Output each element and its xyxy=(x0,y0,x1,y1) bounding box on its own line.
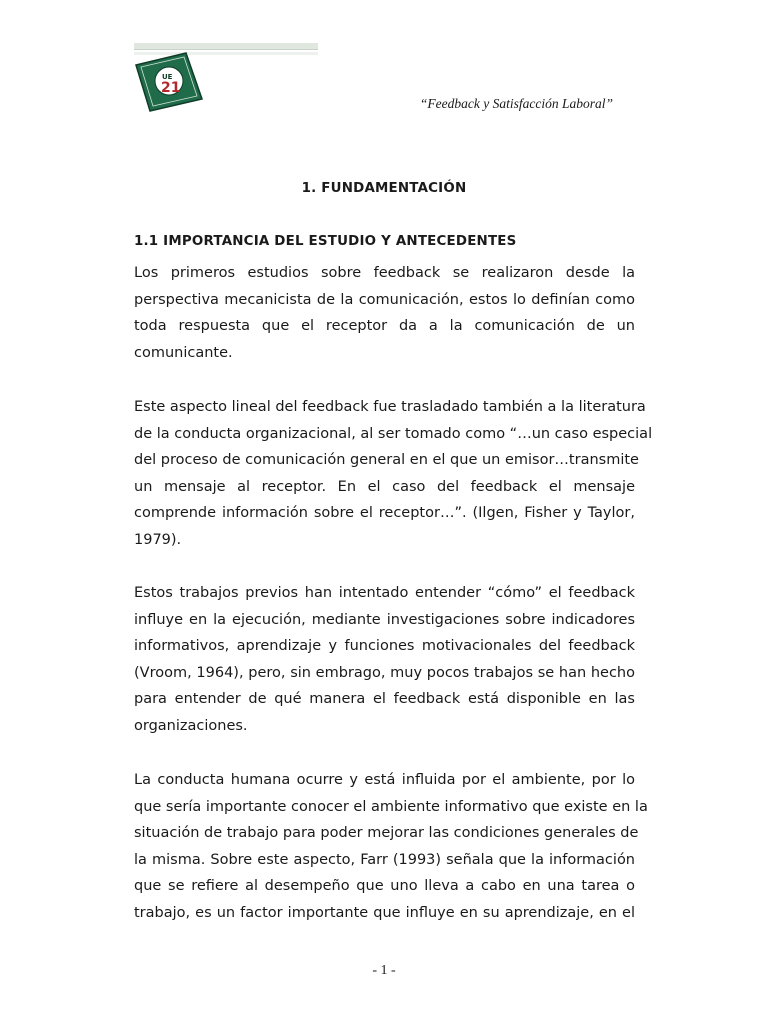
paragraph-line: de la conducta organizacional, al ser tomado como “…un caso especial xyxy=(134,425,653,442)
paragraph-line: perspectiva mecanicista de la comunicación, estos lo definían como xyxy=(134,291,635,308)
paragraph-line: comunicante. xyxy=(134,344,233,361)
svg-text:UE: UE xyxy=(162,73,173,81)
paragraph-line: organizaciones. xyxy=(134,717,248,734)
paragraph-3 xyxy=(134,584,635,744)
paragraph-line: influye en la ejecución, mediante investigaciones sobre indicadores xyxy=(134,611,635,628)
paragraph-2 xyxy=(134,398,653,558)
paragraph-line: un mensaje al receptor. En el caso del feedback el mensaje xyxy=(134,478,635,495)
running-head: “Feedback y Satisfacción Laboral” xyxy=(419,96,613,111)
paragraph-line: para entender de qué manera el feedback está disponible en las xyxy=(134,691,635,708)
paragraph-line: 1979). xyxy=(134,531,182,548)
paragraph-line: trabajo, es un factor importante que influye en su aprendizaje, en el xyxy=(134,904,635,921)
ue21-university-emblem-icon xyxy=(134,51,206,113)
paragraph-line: la misma. Sobre este aspecto, Farr (1993) señala que la información xyxy=(134,851,635,868)
paragraph-line: Los primeros estudios sobre feedback se realizaron desde la xyxy=(134,265,635,281)
page-number: - 1 - xyxy=(372,963,396,978)
chapter-title: 1. FUNDAMENTACIÓN xyxy=(301,181,467,196)
logo-band xyxy=(134,43,318,50)
svg-text:21: 21 xyxy=(161,80,181,96)
paragraph-line: (Vroom, 1964), pero, sin embrago, muy pocos trabajos se han hecho xyxy=(134,664,635,681)
section-title: 1.1 IMPORTANCIA DEL ESTUDIO Y ANTECEDENTES xyxy=(134,234,517,249)
header-logo xyxy=(134,43,320,113)
paragraph-line: que sería importante conocer el ambiente informativo que existe en la xyxy=(134,798,648,815)
paragraph-line: que se refiere al desempeño que uno lleva a cabo en una tarea o xyxy=(134,878,635,895)
paragraph-line: toda respuesta que el receptor da a la comunicación de un xyxy=(134,318,635,335)
paragraph-line: del proceso de comunicación general en el que un emisor…transmite xyxy=(134,452,639,469)
paragraph-line: situación de trabajo para poder mejorar las condiciones generales de xyxy=(134,825,639,842)
paragraph-1 xyxy=(134,264,635,370)
paragraph-line: La conducta humana ocurre y está influida por el ambiente, por lo xyxy=(134,772,635,788)
paragraph-line: comprende información sobre el receptor…”. (Ilgen, Fisher y Taylor, xyxy=(134,505,635,522)
paragraph-4 xyxy=(134,771,648,931)
paragraph-line: informativos, aprendizaje y funciones motivacionales del feedback xyxy=(134,638,635,655)
paragraph-line: Este aspecto lineal del feedback fue trasladado también a la literatura xyxy=(134,399,646,415)
paragraph-line: Estos trabajos previos han intentado entender “cómo” el feedback xyxy=(134,585,635,601)
